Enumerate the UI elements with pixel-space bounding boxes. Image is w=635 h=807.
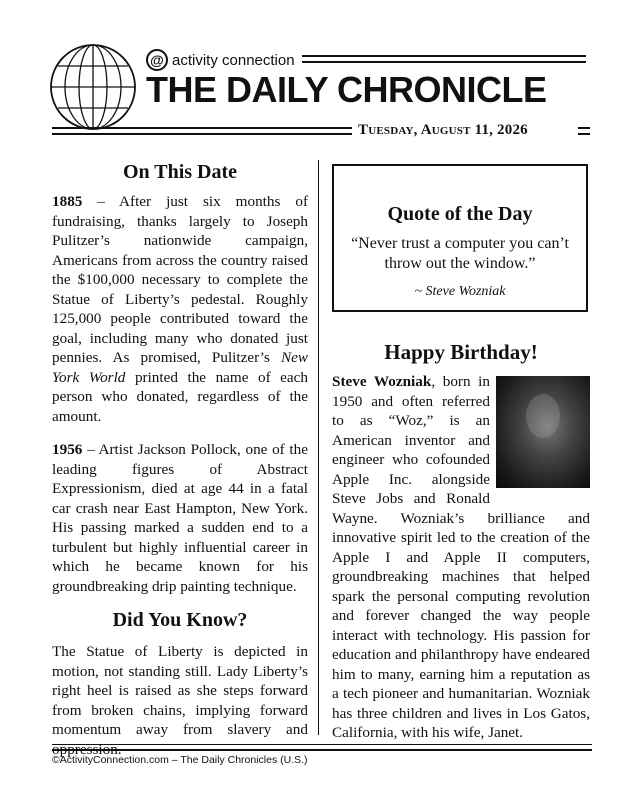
- on-this-date-heading: On This Date: [122, 161, 238, 183]
- globe-logo-icon: [48, 42, 138, 132]
- publication-name: New York World: [52, 349, 308, 386]
- brand-rule: [302, 55, 586, 63]
- brand-name: activity connection: [172, 51, 295, 69]
- left-column: [52, 160, 308, 759]
- did-you-know-text: The Statue of Liberty is depicted in motion, not standing still. Lady Liberty’s right heel is raised as she steps forward from broken chains, implying forward momentum away from slavery and oppression.: [52, 643, 308, 758]
- entry-text-continued: printed the name of each person who donated, regardless of the amount.: [52, 368, 308, 425]
- column-divider: [318, 160, 319, 735]
- history-entry-1956: [52, 440, 308, 596]
- quote-heading: Quote of the Day: [387, 203, 533, 225]
- quote-author: ~ Steve Wozniak: [414, 284, 506, 299]
- date-rule-left: [52, 127, 352, 135]
- did-you-know-heading: Did You Know?: [112, 609, 248, 631]
- birthday-text: [332, 372, 590, 743]
- birthday-heading: Happy Birthday!: [384, 340, 538, 364]
- at-sign-icon: @: [146, 49, 168, 71]
- bottom-rule: [52, 744, 592, 751]
- birthday-name: Steve Wozniak: [332, 373, 432, 390]
- footer-copyright: ©ActivityConnection.com – The Daily Chronicles (U.S.): [52, 754, 308, 766]
- history-entry-1885: [52, 192, 308, 426]
- portrait-photo: [496, 376, 590, 488]
- brand-logo: [146, 49, 295, 71]
- birthday-section: [332, 340, 590, 743]
- quote-text: “Never trust a computer you can’t throw out the window.”: [351, 235, 569, 272]
- quote-of-the-day-box: [332, 164, 588, 312]
- masthead-title: THE DAILY CHRONICLE: [146, 69, 547, 110]
- issue-date: Tuesday, August 11, 2026: [358, 122, 528, 138]
- entry-text: – Artist Jackson Pollock, one of the leading figures of Abstract Expressionism, died at age 44 in a fatal car crash near East Hampton, New York. His passing marked a sudden end to a turbulent but highly influential career in which he became known for his groundbreaking drip painting technique.: [52, 441, 308, 595]
- entry-year: 1885: [52, 193, 83, 210]
- entry-text: – After just six months of fundraising, thanks largely to Joseph Pulitzer’s nationwide campaign, Americans from across the country raised the $100,000 necessary to complete the Statue of Liberty’s pedestal. Roughly 125,000 people contributed toward the goal, including many who donated just pennies. As promised, Pulitzer’s: [52, 193, 308, 366]
- entry-year: 1956: [52, 441, 83, 458]
- date-rule-right: [578, 127, 590, 135]
- birthday-bio: , born in 1950 and often referred to as “Woz,” is an American inventor and engineer who cofounded Apple Inc. alongside Steve Jobs and Ronald Wayne. Wozniak’s brilliance and innovative spirit led to the creation of the Apple I and Apple II computers, groundbreaking machines that helped spark the personal computing revolution and forever changed the way people interact with technology. His passion for education and philanthropy have endeared him to many, earning him a reputation as a tech pioneer and humanitarian. Wozniak has three children and lives in Los Gatos, California, with his wife, Janet.: [332, 373, 590, 741]
